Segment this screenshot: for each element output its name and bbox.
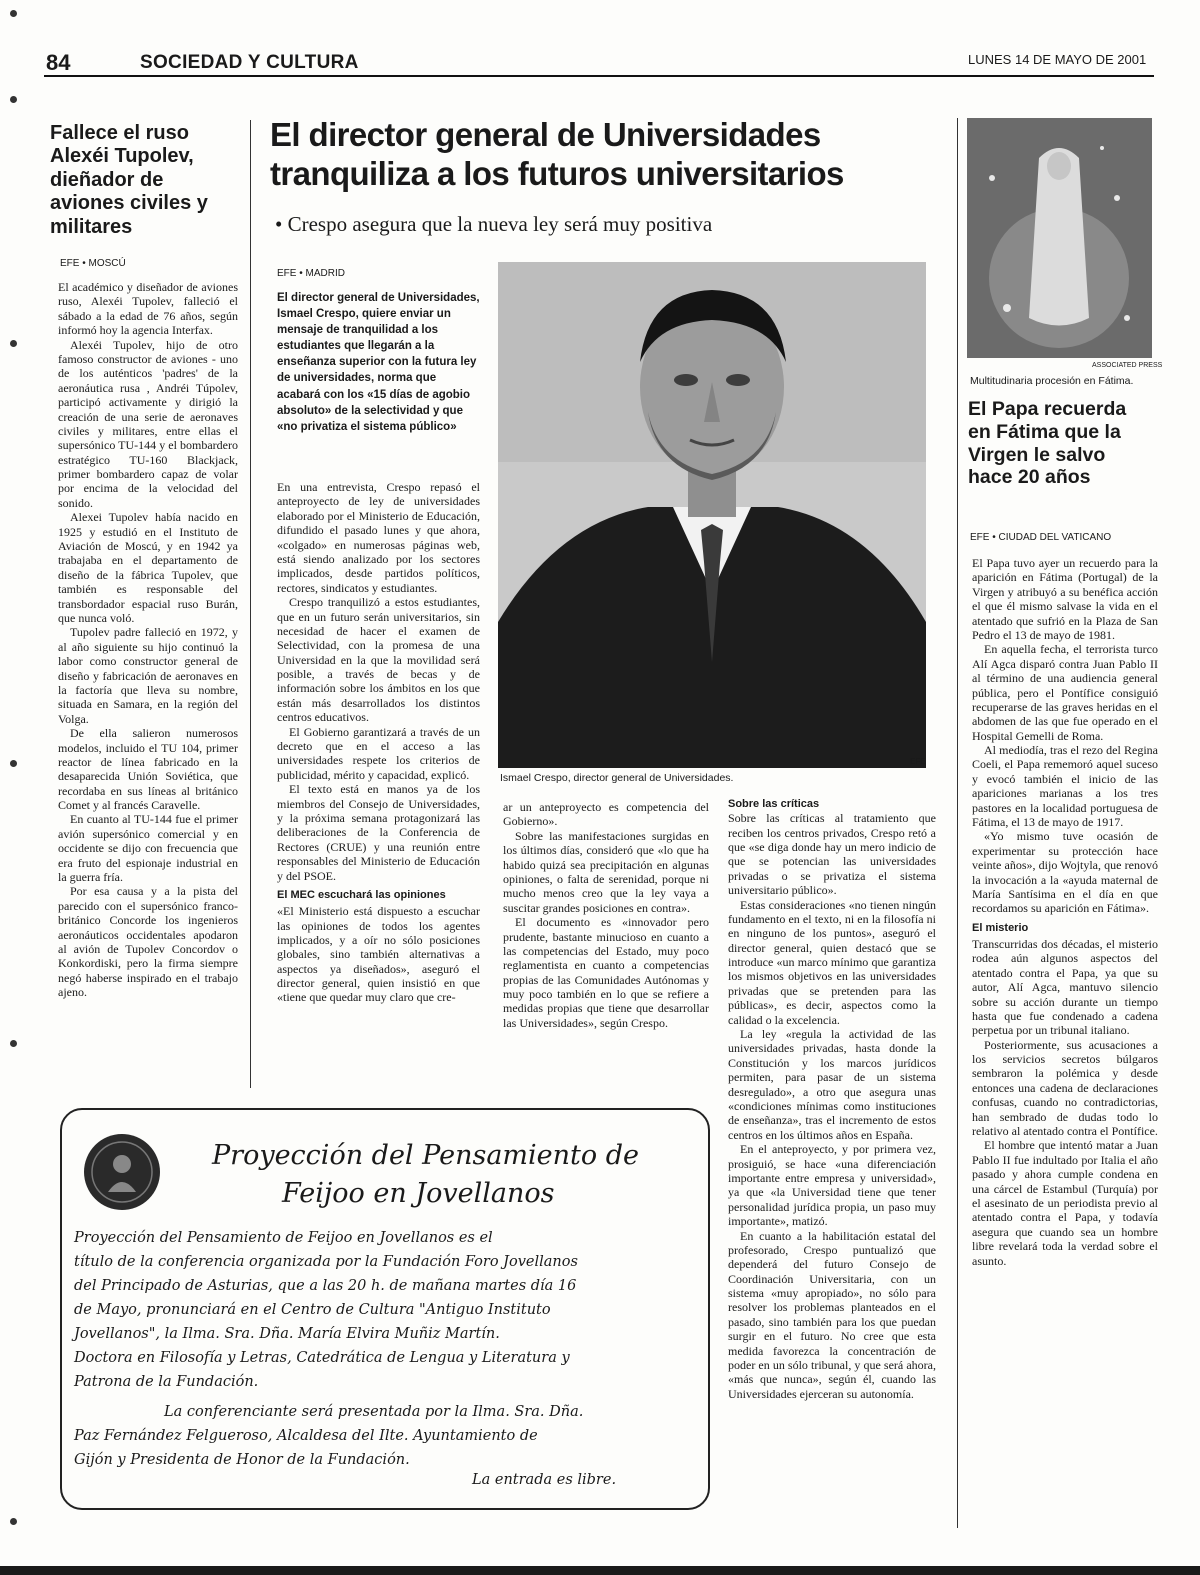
ad-title-line-1: Proyección del Pensamiento de [212, 1140, 639, 1171]
article-paragraph: Al mediodía, tras el rezo del Regina Coeli, el Papa rememoró aquel suceso y evocó también el inicio de las apariciones marianas a los tres pastores en la localidad portuguesa de Fátima, el 13 de mayo de 1917. [972, 743, 1158, 830]
margin-mark [10, 340, 17, 347]
article-paragraph: El Papa tuvo ayer un recuerdo para la aparición en Fátima (Portugal) de la Virgen y atribuyó a su benéfica acción el que él mismo salvase la vida en el atentado que sufrió en la Plaza de San Pedro el 13 de mayo de 1981. [972, 556, 1158, 642]
article-paragraph: Alexéi Tupolev, hijo de otro famoso constructor de aviones - uno de los auténticos 'padres' de la aeronáutica rusa , Andréi Túpolev, participó activamente y dirigió la creación de una serie de aeronaves civiles y militares, entre ellas el supersónico TU-144 y el bombardero estratégico TU-160 Blackjack, primer bombardero capaz de volar por encima de la velocidad del sonido. [58, 337, 238, 510]
article-paragraph: Crespo tranquilizó a estos estudiantes, que en un futuro serán universitarios, sin necesidad de hacer el examen de Selectividad, con la promesa de una Universidad en la que la movilidad será posible, a través de becas y de información sobre los ámbitos en los que están más desarrollados los distintos centros educativos. [277, 595, 480, 725]
ad-body-line: Jovellanos", la Ilma. Sra. Dña. María Elvira Muñiz Martín. [74, 1326, 500, 1342]
photo-credit: EFE [910, 757, 926, 766]
ad-presenter-line: La conferenciante será presentada por la Ilma. Sra. Dña. [164, 1404, 584, 1420]
papa-article-body [972, 556, 1158, 1501]
subhead-text: Crespo asegura que la nueva ley será muy positiva [287, 212, 713, 236]
main-column-2 [503, 800, 709, 1090]
seal-icon [84, 1134, 160, 1210]
article-paragraph: En una entrevista, Crespo repasó el anteproyecto de ley de universidades elaborado por el Ministerio de Educación, difundido el pasado lunes y que ahora, «colgado» en numerosas páginas web, está siendo analizado por los sectores implicados, desde partidos políticos, rectores, sindicatos y estudiantes. [277, 480, 480, 595]
portrait-illustration [498, 262, 926, 768]
ad-body [74, 1226, 702, 1394]
page-number: 84 [46, 50, 71, 75]
ad-presenter [74, 1400, 702, 1472]
papa-photo-credit: ASSOCIATED PRESS [1092, 362, 1163, 369]
procession-illustration [967, 118, 1152, 358]
ad-body-line: de Mayo, pronunciará en el Centro de Cultura "Antiguo Instituto [74, 1302, 551, 1318]
tupolev-dateline: EFE • MOSCÚ [60, 258, 126, 269]
article-paragraph: La ley «regula la actividad de las universidades privadas, hasta donde la Constitución y los marcos jurídicos permiten, para pasar de un sistema desregulado», a otro que asegura unas «condiciones mínimas como instituciones de enseñanza», tras el incremento de estos centros en los últimos años en España. [728, 1027, 936, 1142]
article-paragraph: «El Ministerio está dispuesto a escuchar las opiniones de todos los agentes implicados, y a oír no sólo posiciones globales, sino también alternativas a aspectos ya diseñados», aseguró el director general, quien insistió en que «tiene que quedar muy claro que cre- [277, 904, 480, 1005]
ad-title-line-2: Feijoo en Jovellanos [282, 1178, 555, 1209]
article-paragraph: Alexei Tupolev había nacido en 1925 y estudió en el Instituto de Aviación de Moscú, y en 1942 ya trabajaba en el departamento de diseño de la fábrica Tupolev, que también es responsable del transbordador espacial ruso Burán, que nunca voló. [58, 510, 238, 625]
article-paragraph: El académico y diseñador de aviones ruso, Alexéi Tupolev, falleció el sábado a la edad de 76 años, según informó hoy la agencia Interfax. [58, 280, 238, 338]
article-paragraph: Posteriormente, sus acusaciones a los servicios secretos búlgaros sembraron la polémica y desde entonces una cadena de declaraciones confusas, cuando no contradictorias, han sembrado de dudas todo lo relativo al atentado contra el Pontífice. [972, 1037, 1158, 1139]
ad-closing: La entrada es libre. [472, 1472, 617, 1488]
article-paragraph: En cuanto a la habilitación estatal del profesorado, Crespo puntualizó que dependerá del futuro Consejo de Coordinación Universitaria, con un sistema «muy apropiado», no sólo para resolver los problemas planteados en el pasado, sino también para los que puedan surgir en el futuro. No cree que esta medida favorezca la concentración de poder en un sólo tribunal, y que será ahora, «más que nunca», según él, cuando las Universidades ejerceran su autonomía. [728, 1228, 936, 1401]
article-paragraph: De ella salieron numerosos modelos, incluido el TU 104, primer reactor de línea fabricado en la desaparecida Unión Soviética, que recordaba en sus líneas al británico Comet y al francés Caravelle. [58, 726, 238, 813]
article-paragraph: En aquella fecha, el terrorista turco Alí Agca disparó contra Juan Pablo II al término de una audiencia general pública, pero el Pontífice consiguió recuperarse de las graves heridas en el abdomen de las que fue operado en el Hospital Gemelli de Roma. [972, 642, 1158, 743]
article-paragraph: ar un anteproyecto es competencia del Gobierno». [503, 800, 709, 829]
article-paragraph: El texto está en manos ya de los miembros del Consejo de Universidades, y la próxima semana protagonizará las deliberaciones de la Conferencia de Rectores (CRUE) y una reunión entre responsables del Ministerio de Educación y del PSOE. [277, 782, 480, 883]
margin-mark [10, 96, 17, 103]
papa-photo-caption: Multitudinaria procesión en Fátima. [970, 375, 1134, 387]
ad-presenter-line: Gijón y Presidenta de Honor de la Fundación. [74, 1452, 410, 1468]
fatima-photo [967, 118, 1152, 358]
article-paragraph: «Yo mismo tuve ocasión de experimentar su protección hace veinte años», dijo Wojtyla, que renovó la invocación a la «ayuda maternal de María Santísima en el día en que recordamos su aparición en Fátima». [972, 829, 1158, 916]
tupolev-headline: Fallece el ruso Alexéi Tupolev, dieñador de aviones civiles y militares [50, 122, 208, 238]
margin-mark [10, 10, 17, 17]
article-paragraph: Por esa causa y a la pista del parecido con el supersónico franco-británico Concorde los ingenieros aeronáuticos occidentales apodaron al avión de Tupolev Concordov o Konkordiski, pero la firma siempre negó haberse inspirado en el trabajo ajeno. [58, 884, 238, 1000]
ad-body-line: Patrona de la Fundación. [74, 1374, 259, 1390]
margin-mark [10, 760, 17, 767]
main-dateline: EFE • MADRID [277, 268, 345, 279]
ad-presenter-line: Paz Fernández Felgueroso, Alcaldesa del Ilte. Ayuntamiento de [74, 1428, 538, 1444]
conference-ad [60, 1108, 710, 1510]
article-paragraph: El documento es «innovador pero prudente, bastante minucioso en cuanto a las competencias del Estado, muy poco reglamentista en cuanto a competencias propias de las Comunidades Autónomas y muy poco también en lo que se refiere a medidas propias que tiene que desarrollar las Universidades», según Crespo. [503, 915, 709, 1030]
column-rule [250, 120, 251, 1088]
article-paragraph: Sobre las manifestaciones surgidas en los últimos días, consideró que «lo que ha habido quizá sea precipitación en algunas opiniones, o falta de serenidad, porque ni mucho menos creo que la ley vaya a suscitar grandes posiciones en contra». [503, 828, 709, 915]
article-paragraph: En el anteproyecto, y por primera vez, prosiguió, se hace «una diferenciación importante entre empresa y universidad», ya que «la Universidad tiene que tener personalidad jurídica propia, un paso muy importante», matizó. [728, 1142, 936, 1229]
tupolev-article-body [58, 280, 238, 1080]
section-subtitle: El misterio [972, 921, 1029, 934]
main-headline: El director general de Universidades tranquiliza a los futuros universitarios [270, 116, 844, 192]
header-rule [44, 75, 1154, 77]
margin-mark [10, 1518, 17, 1525]
scan-edge [0, 1566, 1200, 1575]
section-subtitle: El MEC escuchará las opiniones [277, 888, 446, 901]
article-paragraph: Sobre las críticas al tratamiento que reciben los centros privados, Crespo retó a que «se diga donde hay un mero indicio de que se potencian las universidades privadas o se privatiza el sistema universitario público». [728, 811, 936, 898]
main-column-3 [728, 798, 936, 1518]
column-rule [957, 118, 958, 1528]
article-paragraph: El Gobierno garantizará a través de un decreto que en el acceso a las universidades respete los criterios de publicidad, mérito y capacidad, explicó. [277, 724, 480, 782]
margin-mark [10, 1040, 17, 1047]
article-paragraph: En cuanto al TU-144 fue el primer avión supersónico comercial y en occidente se dijo con frecuencia que era fruto del espionaje industrial en la guerra fría. [58, 812, 238, 885]
ad-body-line: del Principado de Asturias, que a las 20 h. de mañana martes día 16 [74, 1278, 577, 1294]
papa-dateline: EFE • CIUDAD DEL VATICANO [970, 532, 1112, 543]
photo-caption: Ismael Crespo, director general de Universidades. [500, 772, 734, 784]
article-paragraph: El hombre que intentó matar a Juan Pablo II fue indultado por Italia el año pasado y ahora cumple condena en una cárcel de Estambul (Turquía) por el asesinato de un periodista previo al atentado contra el Papa, y todavía asegura que cuando sea un hombre libre revelará toda la verdad sobre el asunto. [972, 1138, 1158, 1268]
bullet-icon: • [275, 212, 288, 236]
main-subhead [275, 212, 712, 237]
ad-body-line: Doctora en Filosofía y Letras, Catedrática de Lengua y Literatura y [74, 1350, 570, 1366]
crespo-photo [498, 262, 926, 768]
article-paragraph: Tupolev padre falleció en 1972, y al año siguiente su hijo continuó la labor como constructor general de diseño y fabricación de aeronaves en la factoría que lleva su nombre, situada en Samara, en la región del Volga. [58, 625, 238, 726]
article-paragraph: Transcurridas dos décadas, el misterio rodea aún algunos aspectos del atentado contra el Papa, ya que su autor, Alí Agca, mantuvo silencio sobre su acción durante un tiempo hasta que fue condenado a cadena perpetua por un tribunal italiano. [972, 936, 1158, 1038]
foundation-seal [84, 1134, 160, 1210]
ad-body-line: título de la conferencia organizada por la Fundación Foro Jovellanos [74, 1254, 578, 1270]
article-paragraph: Estas consideraciones «no tienen ningún fundamento en el texto, ni en la filosofía ni en ninguno de los puntos», aseguró el director general, quien destacó que se introduce «un marco mínimo que garantiza los mismos objetivos en las universidades privadas que se pretenden para las públicas», es decir, aspectos como la calidad o la excelencia. [728, 897, 936, 1027]
ad-body-line: Proyección del Pensamiento de Feijoo en Jovellanos es el [74, 1230, 493, 1246]
section-subtitle: Sobre las críticas [728, 798, 820, 810]
main-lead: El director general de Universidades, Ismael Crespo, quiere enviar un mensaje de tranquilidad a los estudiantes que llegarán a la enseñanza superior con la futura ley de universidades, norma que acabará con los «15 días de agobio absoluto» de la selectividad y que «no privatiza el sistema público» [277, 292, 480, 433]
main-column-1 [277, 480, 480, 1090]
section-title: SOCIEDAD Y CULTURA [140, 52, 359, 73]
issue-date: LUNES 14 DE MAYO DE 2001 [968, 52, 1147, 67]
papa-headline: El Papa recuerda en Fátima que la Virgen le salvo hace 20 años [968, 398, 1127, 489]
